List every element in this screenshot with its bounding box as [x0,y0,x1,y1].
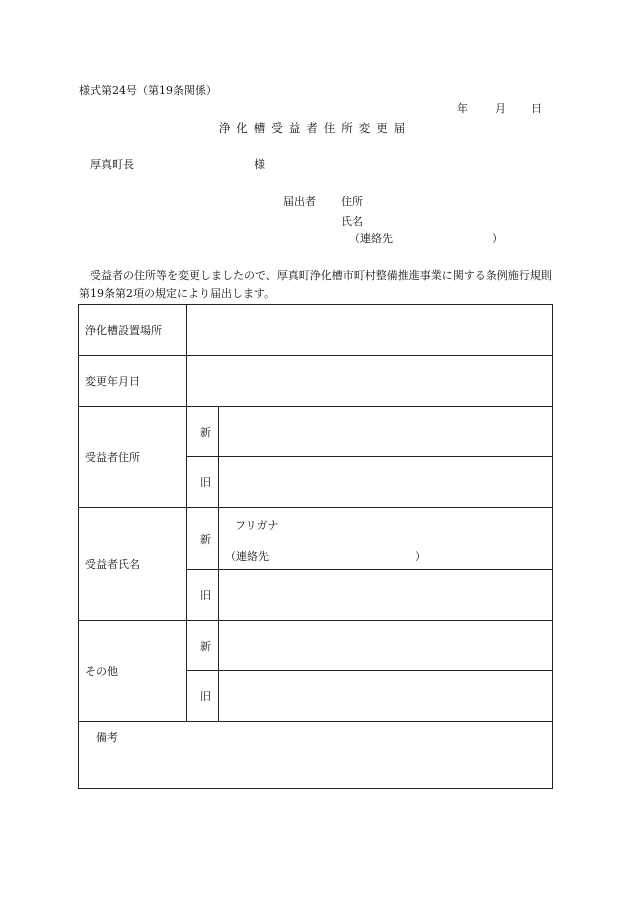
name-contact-label: （連絡先 [225,550,269,563]
address-old-field[interactable] [219,457,553,508]
other-label: その他 [79,621,187,722]
submitter-label: 届出者 [283,195,316,208]
other-old-label: 旧 [187,671,219,722]
address-new-field[interactable] [219,407,553,457]
date-year-label: 年 [457,102,468,115]
name-new-label: 新 [187,508,219,570]
other-old-field[interactable] [219,671,553,722]
form-table [78,304,553,789]
other-new-label: 新 [187,621,219,671]
address-label: 受益者住所 [79,407,187,508]
name-label: 受益者氏名 [79,508,187,621]
body-text: 受益者の住所等を変更しましたので、厚真町浄化槽市町村整備推進事業に関する条例施行規則第19条第2項の規定により届出します。 [79,269,552,300]
addressee-name: 厚真町長 [90,158,134,171]
change-date-field[interactable] [187,356,553,407]
submitter-address-label: 住所 [341,195,363,208]
document-title: 浄化槽受益者住所変更届 [218,121,412,135]
remarks-field[interactable] [79,722,553,789]
install-location-label: 浄化槽設置場所 [79,305,187,356]
name-contact-close: ） [415,550,426,563]
addressee-honorific: 様 [254,158,265,171]
address-new-label: 新 [187,407,219,457]
table-row [79,722,553,789]
furigana-label: フリガナ [235,519,279,532]
change-date-label: 変更年月日 [79,356,187,407]
address-old-label: 旧 [187,457,219,508]
date-day-label: 日 [531,102,542,115]
submitter-name-label: 氏名 [341,215,363,228]
submitter-contact-close: ） [492,232,503,245]
name-old-field[interactable] [219,570,553,621]
remarks-label: 備考 [96,731,118,744]
other-new-field[interactable] [219,621,553,671]
table-row [79,621,553,671]
date-month-label: 月 [495,102,506,115]
submitter-contact-label: （連絡先 [349,232,393,245]
name-old-label: 旧 [187,570,219,621]
install-location-field[interactable] [187,305,553,356]
table-row [79,305,553,356]
table-row [79,407,553,457]
table-row [79,356,553,407]
form-id: 様式第24号（第19条関係） [79,84,217,97]
table-row [79,508,553,570]
name-new-field[interactable] [219,508,553,570]
